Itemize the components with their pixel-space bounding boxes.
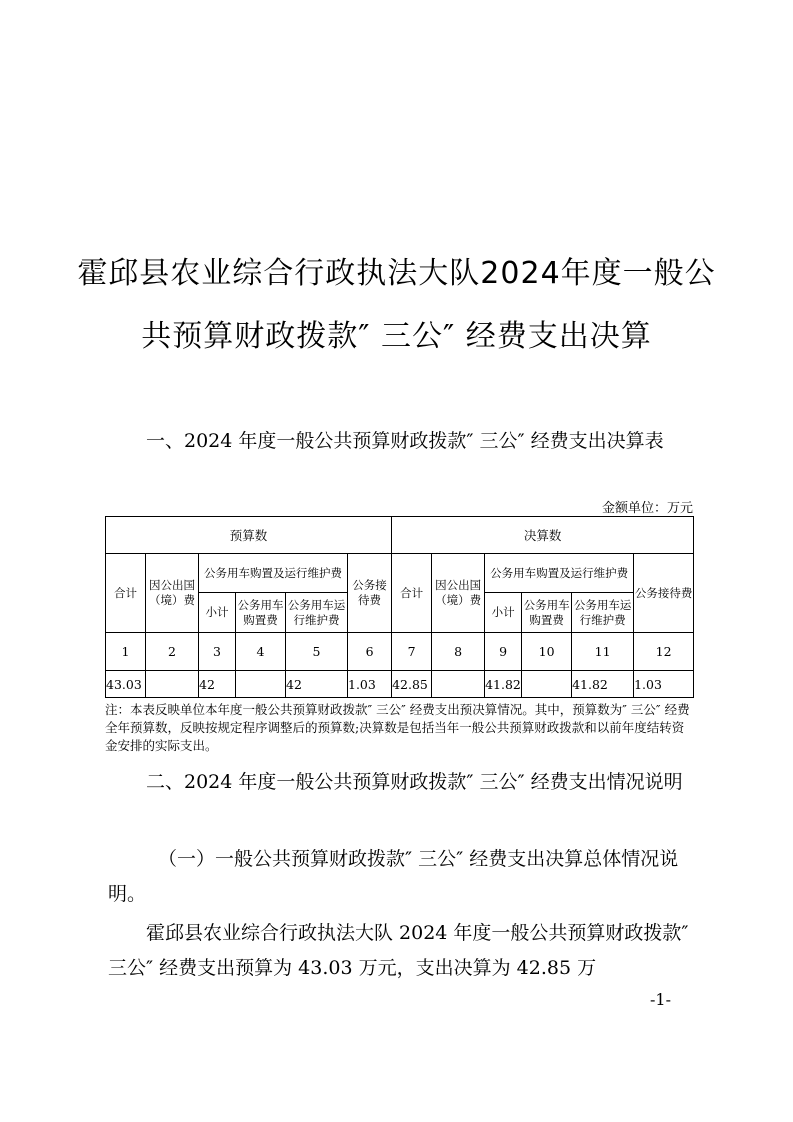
budget-vehicle-operation-header: 公务用车运行维护费 (286, 593, 348, 633)
budget-reception-value: 1.03 (348, 671, 392, 698)
column-number: 8 (432, 633, 485, 671)
unit-label: 金额单位：万元 (601, 501, 693, 516)
budget-reception-header: 公务接待费 (348, 554, 392, 633)
three-public-expenses-table (105, 516, 694, 698)
budget-vehicle-purchase-value (236, 671, 286, 698)
final-total-value: 42.85 (392, 671, 432, 698)
budget-vehicle-group-header: 公务用车购置及运行维护费 (199, 554, 348, 593)
budget-subtotal-header: 小计 (199, 593, 236, 633)
final-vehicle-operation-header: 公务用车运行维护费 (572, 593, 634, 633)
body-paragraph: 霍邱县农业综合行政执法大队 2024 年度一般公共预算财政拨款″ 三公″ 经费支出预算为 43.03 万元，支出决算为 42.85 万 (108, 922, 689, 979)
page-number: -1- (650, 990, 671, 1009)
budget-vehicle-operation-value: 42 (286, 671, 348, 698)
final-vehicle-group-header: 公务用车购置及运行维护费 (485, 554, 634, 593)
section-2-heading: 二、2024 年度一般公共预算财政拨款″ 三公″ 经费支出情况说明 (146, 771, 683, 793)
subsection-1-heading: （一）一般公共预算财政拨款″ 三公″ 经费支出决算总体情况说明。 (108, 848, 679, 905)
column-number: 11 (572, 633, 634, 671)
section-1-heading: 一、2024 年度一般公共预算财政拨款″ 三公″ 经费支出决算表 (146, 430, 664, 452)
column-number-row (106, 633, 694, 671)
final-reception-value: 1.03 (634, 671, 694, 698)
budget-total-header: 合计 (106, 554, 146, 633)
column-number: 5 (286, 633, 348, 671)
final-abroad-header: 因公出国（境）费 (432, 554, 485, 633)
final-group-header: 决算数 (392, 517, 694, 554)
column-number: 12 (634, 633, 694, 671)
column-number: 3 (199, 633, 236, 671)
final-vehicle-operation-value: 41.82 (572, 671, 634, 698)
column-number: 4 (236, 633, 286, 671)
column-number: 2 (146, 633, 199, 671)
document-title-line-2: 共预算财政拨款″ 三公″ 经费支出决算 (141, 319, 652, 354)
document-title-line-1: 霍邱县农业综合行政执法大队2024年度一般公 (77, 256, 716, 291)
final-abroad-value (432, 671, 485, 698)
column-number: 6 (348, 633, 392, 671)
column-number: 9 (485, 633, 522, 671)
column-number: 10 (522, 633, 572, 671)
final-vehicle-purchase-header: 公务用车购置费 (522, 593, 572, 633)
table-note: 注：本表反映单位本年度一般公共预算财政拨款″ 三公″ 经费支出预决算情况。其中，预算数为″ 三公″ 经费全年预算数，反映按规定程序调整后的预算数;决算数是包括当年一般公共预算财政拨款和以前年度结转资金安排的实际支出。 (105, 702, 690, 753)
column-number: 7 (392, 633, 432, 671)
final-vehicle-purchase-value (522, 671, 572, 698)
budget-abroad-value (146, 671, 199, 698)
budget-vehicle-purchase-header: 公务用车购置费 (236, 593, 286, 633)
budget-subtotal-value: 42 (199, 671, 236, 698)
column-number: 1 (106, 633, 146, 671)
final-subtotal-value: 41.82 (485, 671, 522, 698)
budget-group-header: 预算数 (106, 517, 392, 554)
budget-abroad-header: 因公出国（境）费 (146, 554, 199, 633)
final-total-header: 合计 (392, 554, 432, 633)
final-subtotal-header: 小计 (485, 593, 522, 633)
value-row (106, 671, 694, 698)
budget-total-value: 43.03 (106, 671, 146, 698)
final-reception-header: 公务接待费 (634, 554, 694, 633)
